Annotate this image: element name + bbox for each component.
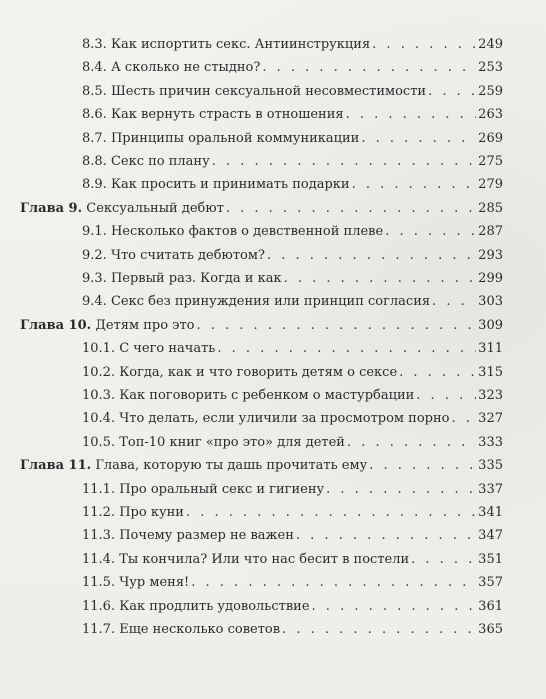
toc-section-entry — [82, 221, 503, 243]
dot-leader — [262, 57, 476, 79]
toc-entry-title: 10.2. Когда, как и что говорить детям о сексе — [82, 364, 398, 380]
dot-leader — [432, 291, 476, 313]
toc-entry-title: 11.2. Про куни — [82, 505, 184, 520]
page-number: 275 — [478, 154, 503, 169]
toc-entry-title: 8.6. Как вернуть страсть в отношения — [82, 107, 344, 123]
page-number: 309 — [478, 317, 503, 333]
toc-entry-title: 11.1. Про оральный секс и гигиену — [82, 481, 325, 497]
page-number: 337 — [478, 481, 503, 497]
toc-entry-title — [20, 455, 367, 477]
dot-leader — [369, 455, 476, 477]
toc-entry-title: 9.1. Несколько фактов о девственной плеве — [82, 224, 384, 240]
toc-entry-title: 9.2. Что считать дебютом? — [82, 247, 265, 263]
toc-section-entry — [82, 151, 503, 173]
toc-section-entry — [82, 479, 503, 501]
dot-leader — [212, 151, 476, 173]
toc-entry-title: 11.3. Почему размер не важен — [82, 528, 294, 544]
toc-entry-title: 11.5. Чур меня! — [82, 575, 190, 591]
page-number: 293 — [478, 247, 503, 263]
dot-leader — [399, 362, 476, 384]
page-number: 357 — [478, 575, 503, 591]
toc-section-entry — [82, 291, 503, 313]
toc-section-entry — [82, 104, 503, 126]
dot-leader — [217, 338, 476, 360]
dot-leader — [226, 198, 476, 220]
toc-section-entry — [82, 245, 503, 267]
toc-section-entry — [82, 502, 503, 524]
toc-entry-title: 11.6. Как продлить удовольствие — [82, 598, 310, 614]
toc-entry-title: 11.4. Ты кончила? Или что нас бесит в постели — [82, 551, 410, 567]
page-number: 333 — [478, 434, 503, 450]
dot-leader — [296, 525, 476, 547]
toc-entry-title: 10.4. Что делать, если уличили за просмотром порно — [82, 411, 450, 427]
toc-entry-title: 9.3. Первый раз. Когда и как — [82, 271, 282, 286]
toc-section-entry — [82, 362, 503, 384]
dot-leader — [191, 572, 476, 594]
dot-leader — [361, 128, 476, 150]
dot-leader — [186, 502, 476, 524]
chapter-number: Глава 11. — [20, 458, 92, 474]
page-number: 299 — [478, 271, 503, 286]
toc-entry-title: 11.7. Еще несколько советов — [82, 622, 281, 637]
toc-entry-title: 8.7. Принципы оральной коммуникации — [82, 130, 360, 146]
dot-leader — [282, 619, 476, 641]
toc-section-entry — [82, 525, 503, 547]
dot-leader — [346, 104, 477, 126]
chapter-title: Детям про это — [95, 317, 195, 333]
toc-entry-title: 9.4. Секс без принуждения или принцип согласия — [82, 294, 431, 310]
toc-section-entry — [82, 57, 503, 79]
page-number: 327 — [478, 411, 503, 427]
page-number: 269 — [478, 130, 503, 146]
page-number: 279 — [478, 177, 503, 193]
toc-section-entry — [82, 572, 503, 594]
toc-section-entry — [82, 596, 503, 618]
dot-leader — [284, 268, 477, 290]
toc-section-entry — [82, 338, 503, 360]
chapter-title: Глава, которую ты дашь прочитать ему — [95, 458, 368, 474]
toc-entry-title: 8.8. Секс по плану — [82, 154, 210, 169]
page-number: 263 — [478, 107, 503, 123]
page-number: 351 — [478, 551, 503, 567]
page-number: 361 — [478, 598, 503, 614]
toc-chapter-entry — [20, 315, 503, 337]
page-number: 259 — [478, 83, 503, 99]
dot-leader — [411, 549, 476, 571]
toc-entry-title: 8.9. Как просить и принимать подарки — [82, 177, 350, 193]
dot-leader — [352, 174, 477, 196]
toc-section-entry — [82, 619, 503, 641]
page-number: 341 — [478, 505, 503, 520]
page-number: 323 — [478, 388, 503, 403]
toc-section-entry — [82, 268, 503, 290]
toc-section-entry — [82, 34, 503, 56]
toc-entry-title: 10.5. Топ-10 книг «про это» для детей — [82, 434, 345, 450]
chapter-number: Глава 10. — [20, 317, 92, 333]
page-number: 303 — [478, 294, 503, 310]
toc-chapter-entry — [20, 198, 503, 220]
dot-leader — [451, 408, 476, 430]
toc-entry-title: 10.3. Как поговорить с ребенком о мастурбации — [82, 388, 415, 403]
page-number: 365 — [478, 622, 503, 637]
page-number: 315 — [478, 364, 503, 380]
dot-leader — [326, 479, 476, 501]
toc-section-entry — [82, 385, 503, 407]
page-number: 249 — [478, 37, 503, 52]
toc-section-entry — [82, 81, 503, 103]
dot-leader — [372, 34, 476, 56]
dot-leader — [347, 432, 476, 454]
toc-section-entry — [82, 549, 503, 571]
dot-leader — [385, 221, 476, 243]
dot-leader — [416, 385, 476, 407]
page-number: 311 — [478, 341, 503, 357]
toc-entry-title: 8.4. А сколько не стыдно? — [82, 60, 261, 76]
toc-entry-title: 10.1. С чего начать — [82, 341, 216, 357]
toc-entry-title: 8.5. Шесть причин сексуальной несовместимости — [82, 83, 427, 99]
dot-leader — [267, 245, 476, 267]
toc-chapter-entry — [20, 455, 503, 477]
toc-section-entry — [82, 174, 503, 196]
dot-leader — [312, 596, 477, 618]
page-number: 285 — [478, 200, 503, 216]
toc-entry-title — [20, 315, 194, 337]
page-number: 335 — [478, 458, 503, 474]
toc-section-entry — [82, 408, 503, 430]
dot-leader — [196, 315, 476, 337]
chapter-title: Сексуальный дебют — [86, 200, 224, 216]
toc-section-entry — [82, 432, 503, 454]
toc-section-entry — [82, 128, 503, 150]
page-number: 253 — [478, 60, 503, 76]
dot-leader — [428, 81, 476, 103]
toc-entry-title: 8.3. Как испортить секс. Антиинструкция — [82, 37, 371, 52]
page-number: 347 — [478, 528, 503, 544]
page-number: 287 — [478, 224, 503, 240]
toc-entry-title — [20, 198, 224, 220]
chapter-number: Глава 9. — [20, 200, 83, 216]
